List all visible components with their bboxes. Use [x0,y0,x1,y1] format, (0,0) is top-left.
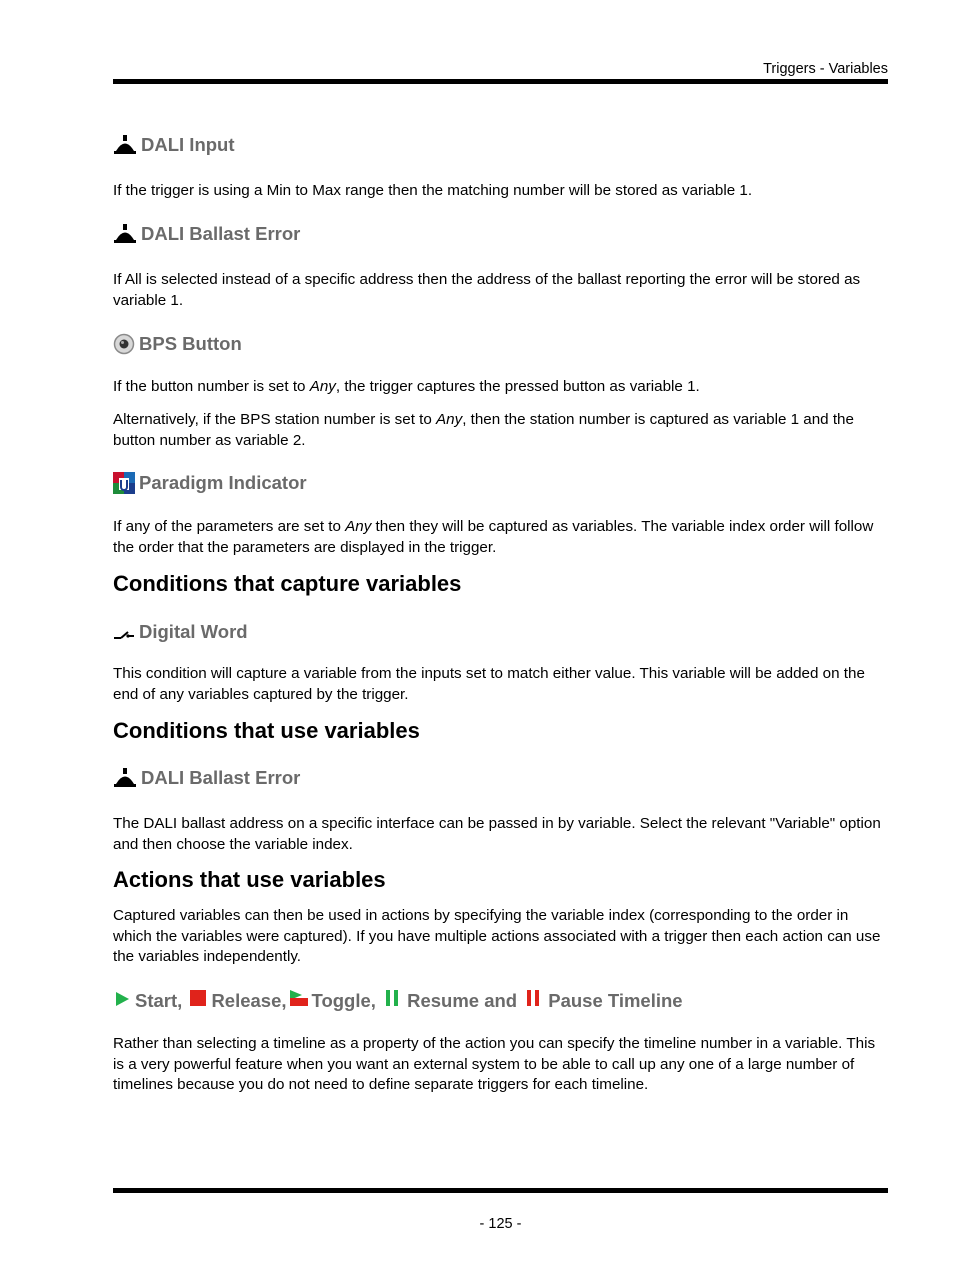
paragraph-dali-ballast-error-condition: The DALI ballast address on a specific interface can be passed in by variable. Select the relevant "Variable" option and then choose the variable index. [113,815,881,853]
footer-rule [113,1188,888,1193]
bps-button-icon [113,333,135,355]
paragraph-dali-ballast-error: If All is selected instead of a specific address then the address of the ballast reporting the error will be stored as variable 1. [113,271,861,309]
heading-dali-ballast-error: DALI Ballast Error [113,219,888,245]
heading-digital-word: Digital Word [113,617,888,643]
heading-conditions-use: Conditions that use variables [113,718,420,743]
paragraph-dali-input: If the trigger is using a Min to Max range then the matching number will be stored as variable 1. [113,182,753,199]
heading-dali-input: DALI Input [113,130,888,156]
digital-word-icon [113,629,135,643]
paragraph-bps-button-1: If the button number is set to Any, the trigger captures the pressed button as variable 1. [113,378,700,395]
page-number: - 125 - [479,1216,522,1232]
heading-paradigm-indicator: Paradigm Indicator [113,468,888,494]
play-icon [113,990,131,1012]
dali-icon [113,223,137,245]
running-header: Triggers - Variables [763,61,888,77]
paragraph-bps-button-2: Alternatively, if the BPS station number is set to Any, then the station number is captured as variable 1 and the button number as variable 2. [113,411,854,449]
heading-actions-use: Actions that use variables [113,867,386,892]
paragraph-paradigm-indicator: If any of the parameters are set to Any then they will be captured as variables. The variable index order will follow the order that the parameters are displayed in the trigger. [113,518,874,556]
document-page [113,0,888,1272]
heading-bps-button: BPS Button [113,329,888,355]
stop-icon [189,989,207,1012]
dali-icon [113,134,137,156]
paragraph-actions-use: Captured variables can then be used in actions by specifying the variable index (corresponding to the order in which the variables were captured). If you have multiple actions associated with a trigger then each action can use the variables independently. [113,907,881,965]
heading-dali-ballast-error-condition: DALI Ballast Error [113,763,888,789]
paragraph-digital-word: This condition will capture a variable from the inputs set to match either value. This variable will be added on the end of any variables captured by the trigger. [113,665,865,703]
pause-icon [526,989,540,1012]
paradigm-indicator-icon [113,472,135,494]
paragraph-timeline-actions: Rather than selecting a timeline as a property of the action you can specify the timeline number in a variable. This is a very powerful feature when you want an external system to be able to call up any one of a large number of timelines because you do not need to define separate triggers for each timeline. [113,1035,876,1093]
header-rule [113,79,888,84]
heading-conditions-capture: Conditions that capture variables [113,571,462,596]
resume-icon [385,989,399,1012]
dali-icon [113,767,137,789]
heading-timeline-actions: Start, Release, Toggle, Resume and Pause Timeline [113,989,888,1012]
toggle-icon [288,989,310,1012]
